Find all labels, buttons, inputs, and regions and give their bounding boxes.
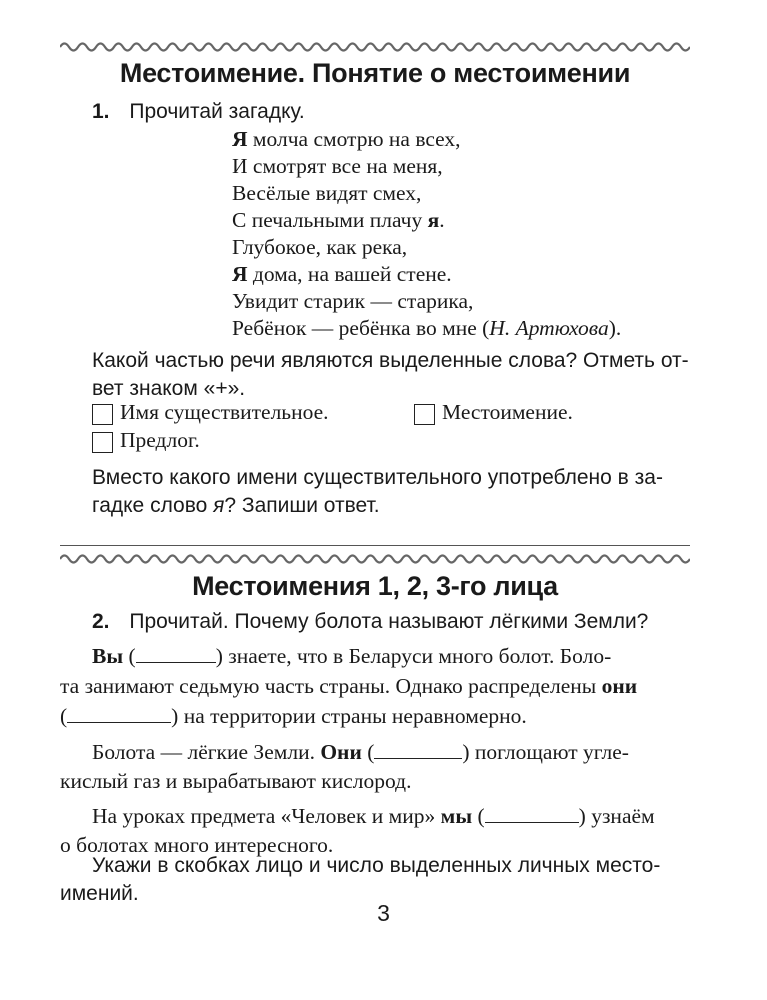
checkbox-preposition[interactable]	[92, 432, 113, 453]
question-part-of-speech	[92, 347, 702, 403]
answer-blank[interactable]	[136, 644, 216, 663]
option-preposition-label: Предлог.	[120, 428, 200, 452]
text-line: Болота — лёгкие Земли. Они ( ) поглощают угле-	[92, 740, 629, 764]
text-line: ( ) на территории страны неравномерно.	[60, 704, 527, 728]
poem-line: Увидит старик — старика,	[232, 289, 474, 313]
text-line: та занимают седьмую часть страны. Однако распределены они	[60, 674, 638, 698]
text-line: Вы ( ) знаете, что в Беларуси много болот. Боло-	[92, 644, 612, 668]
poem-line: Глубокое, как река,	[232, 235, 408, 259]
checkbox-noun[interactable]	[92, 404, 113, 425]
wavy-divider-top	[60, 36, 690, 58]
page-number: 3	[377, 900, 390, 926]
section-title-pronoun: Местоимение. Понятие о местоимении	[119, 58, 631, 88]
option-noun-label: Имя существительное.	[120, 400, 329, 424]
section-title-person: Местоимения 1, 2, 3-го лица	[192, 571, 558, 601]
task-text: Прочитай загадку.	[129, 100, 305, 123]
checkbox-pronoun[interactable]	[414, 404, 435, 425]
task-2-heading	[92, 608, 648, 636]
wavy-divider-middle	[60, 548, 690, 570]
poem-line: С печальными плачу я.	[232, 208, 445, 232]
task-text: Прочитай. Почему болота называют лёгкими Земли?	[129, 610, 649, 633]
task-1-heading	[92, 98, 305, 126]
task-number: 2.	[92, 610, 110, 633]
question-line: вет знаком «+».	[92, 377, 246, 400]
answer-blank[interactable]	[67, 704, 171, 723]
question-line: гадке слово я? Запиши ответ.	[92, 494, 380, 517]
instruction-line: Укажи в скобках лицо и число выделенных личных место-	[92, 854, 661, 877]
task-number: 1.	[92, 100, 110, 123]
text-line: о болотах много интересного.	[60, 833, 334, 857]
answer-blank[interactable]	[374, 740, 462, 759]
poem-line: Весёлые видят смех,	[232, 181, 422, 205]
option-pronoun-label: Местоимение.	[442, 400, 573, 424]
question-which-noun	[92, 464, 702, 520]
poem-line: Я дома, на вашей стене.	[232, 262, 452, 286]
question-line: Какой частью речи являются выделенные слова? Отметь от-	[92, 349, 689, 372]
section-divider-rule	[60, 545, 690, 546]
text-line: кислый газ и вырабатывают кислород.	[60, 769, 412, 793]
poem-line: И смотрят все на меня,	[232, 154, 443, 178]
instruction-line: имений.	[60, 882, 139, 905]
text-line: На уроках предмета «Человек и мир» мы ( ) узнаём	[92, 804, 655, 828]
poem-line: Ребёнок — ребёнка во мне (Н. Артюхова).	[232, 316, 622, 340]
question-line: Вместо какого имени существительного употреблено в за-	[92, 466, 663, 489]
answer-blank[interactable]	[485, 804, 579, 823]
poem-line: Я молча смотрю на всех,	[232, 127, 461, 151]
